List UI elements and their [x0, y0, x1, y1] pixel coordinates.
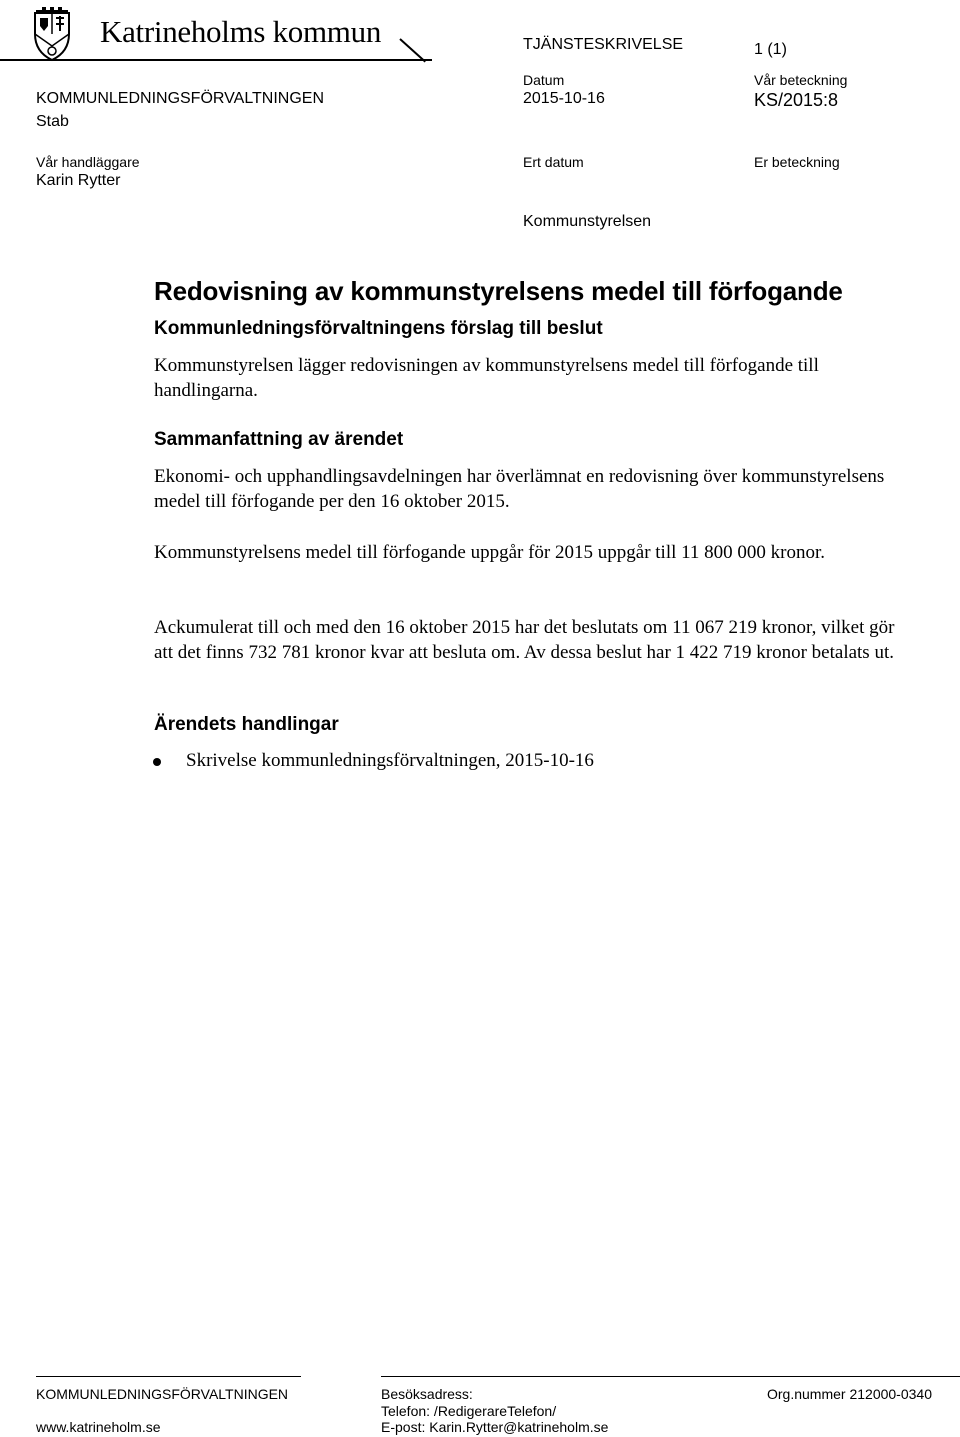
- footer-rule: [381, 1376, 960, 1377]
- department-name: KOMMUNLEDNINGSFÖRVALTNINGEN: [36, 90, 325, 107]
- your-date-label: Ert datum: [523, 154, 584, 170]
- summary-paragraph: Ackumulerat till och med den 16 oktober 2015 har det beslutats om 11 067 219 kronor, vilket gör att det finns 732 781 kronor kvar att besluta om. Av dessa beslut har 1 422 719 kronor betalats ut.: [154, 617, 895, 663]
- our-reference-value: KS/2015:8: [754, 90, 839, 110]
- coat-of-arms-logo: [32, 4, 72, 62]
- proposal-heading: Kommunledningsförvaltningens förslag till beslut: [154, 318, 603, 339]
- org-name-logotype: Katrineholms kommun: [100, 14, 382, 49]
- footer-org-number: Org.nummer 212000-0340: [767, 1386, 932, 1402]
- summary-heading: Sammanfattning av ärendet: [154, 429, 404, 450]
- handler-value: Karin Rytter: [36, 172, 121, 189]
- footer-department: KOMMUNLEDNINGSFÖRVALTNINGEN: [36, 1386, 289, 1402]
- footer-phone: Telefon: /RedigerareTelefon/: [381, 1403, 557, 1419]
- bullet-icon: [153, 758, 161, 766]
- document-type: TJÄNSTESKRIVELSE: [523, 36, 684, 53]
- date-label: Datum: [523, 72, 565, 88]
- footer-visiting-address: Besöksadress:: [381, 1386, 473, 1402]
- summary-paragraph: Ekonomi- och upphandlingsavdelningen har överlämnat en redovisning över kommunstyrelsens medel till förfogande per den 16 oktober 2015.: [154, 466, 885, 512]
- handler-label: Vår handläggare: [36, 154, 140, 170]
- document-list-item: Skrivelse kommunledningsförvaltningen, 2015-10-16: [186, 750, 594, 771]
- our-reference-label: Vår beteckning: [754, 72, 848, 88]
- document-title: Redovisning av kommunstyrelsens medel till förfogande: [154, 276, 843, 306]
- footer-website-link[interactable]: www.katrineholm.se: [36, 1419, 161, 1435]
- recipient: Kommunstyrelsen: [523, 213, 652, 230]
- proposal-text: Kommunstyrelsen lägger redovisningen av kommunstyrelsens medel till förfogande till handlingarna.: [154, 355, 819, 401]
- summary-paragraph: Kommunstyrelsens medel till förfogande uppgår för 2015 uppgår till 11 800 000 kronor.: [154, 542, 826, 563]
- unit-name: Stab: [36, 113, 69, 130]
- page-number: 1 (1): [754, 41, 787, 58]
- documents-heading: Ärendets handlingar: [154, 714, 339, 735]
- date-value: 2015-10-16: [523, 90, 605, 107]
- your-reference-label: Er beteckning: [754, 154, 840, 170]
- footer-rule: [36, 1376, 301, 1377]
- footer-email-link[interactable]: E-post: Karin.Rytter@katrineholm.se: [381, 1419, 609, 1435]
- header-rule: [0, 59, 432, 61]
